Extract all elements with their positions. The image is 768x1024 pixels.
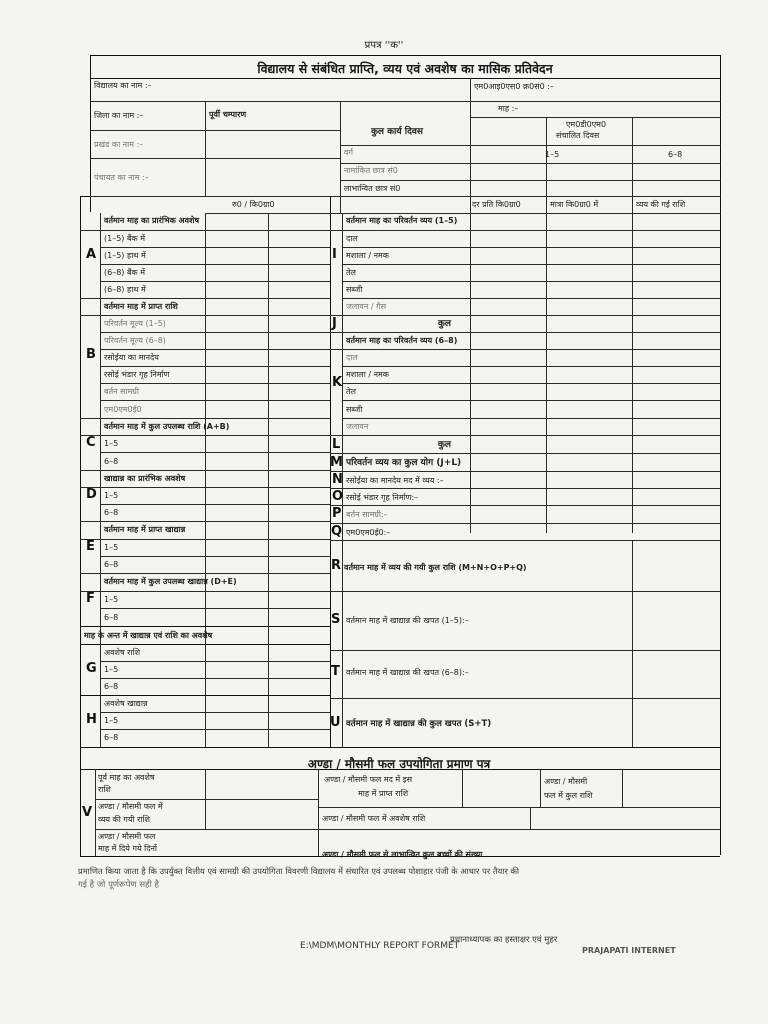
signature-label: प्रधानाध्यापक का हस्ताक्षर एवं मुहर bbox=[450, 935, 558, 945]
list-item: एम0एम0ई0 bbox=[104, 405, 142, 414]
panchayat-label: पंचायत का नाम :– bbox=[94, 173, 149, 182]
enrolled-label: नामांकित छात्र सं0 bbox=[344, 166, 398, 175]
section-r-label: वर्तमान माह में व्यय की गयी कुल राशि (M+N+O+P+Q) bbox=[344, 563, 527, 572]
received-label-1: अण्डा / मौसमी फल मद में इस bbox=[324, 775, 413, 784]
section-a-title: वर्तमान माह का प्रारंभिक अवशेष bbox=[104, 216, 200, 225]
mdm-days-label-1: एम0डी0एम0 bbox=[566, 120, 607, 129]
district-label: जिला का नाम :– bbox=[94, 111, 144, 120]
section-b-letter: B bbox=[86, 347, 96, 362]
section-f-title: वर्तमान माह में कुल उपलब्ध खाद्यान्न (D+E) bbox=[104, 577, 237, 586]
section-g-letter: G bbox=[86, 661, 97, 676]
list-item: मशाला / नमक bbox=[346, 251, 389, 260]
section-n-letter: N bbox=[332, 472, 343, 487]
district-value: पूर्वी चम्पारण bbox=[209, 110, 247, 119]
spent-label-1: अण्डा / मौसमी फल में bbox=[98, 802, 163, 811]
list-item: 1–5 bbox=[104, 439, 119, 448]
total-label-2: फल में कुल राशि bbox=[544, 791, 593, 800]
amount-spent: व्यय की गई राशि bbox=[636, 200, 686, 209]
section-n-label: रसोईया का मानदेय मद में व्यय :– bbox=[346, 476, 444, 485]
section-q-letter: Q bbox=[331, 524, 343, 539]
section-q-label: एम0एम0ई0:– bbox=[346, 528, 391, 537]
section-c-letter: C bbox=[86, 435, 96, 450]
section-j-label: कुल bbox=[438, 319, 452, 329]
list-item: 6–8 bbox=[104, 508, 119, 517]
section-u-letter: U bbox=[330, 715, 341, 730]
list-item: 6–8 bbox=[104, 560, 119, 569]
list-item: रसोई भंडार गृह निर्माण bbox=[104, 370, 170, 379]
list-item: तेल bbox=[346, 268, 356, 277]
list-item: दाल bbox=[346, 234, 358, 243]
list-item: सब्जी bbox=[346, 405, 363, 414]
section-l-letter: L bbox=[332, 437, 341, 452]
section-e-title: वर्तमान माह में प्राप्त खाद्यान्न bbox=[104, 525, 186, 534]
section-s-label: वर्तमान माह में खाद्यान्न की खपत (1–5):– bbox=[346, 616, 469, 625]
form-label: प्रपत्र ''क'' bbox=[364, 40, 404, 51]
section-h-title: अवशेष खाद्यान्न bbox=[104, 699, 148, 708]
balance-label: अण्डा / मौसमी फल में अवशेष राशि bbox=[322, 814, 426, 823]
rate-per-kg: दर प्रति कि0ग्रा0 bbox=[472, 200, 521, 209]
section-j-letter: J bbox=[332, 316, 337, 331]
list-item: 6–8 bbox=[104, 613, 119, 622]
section-d-title: खाद्यान्न का प्रारंभिक अवशेष bbox=[104, 474, 186, 483]
days-label-1: अण्डा / मौसमी फल bbox=[98, 832, 156, 841]
list-item: 1–5 bbox=[104, 665, 119, 674]
list-item: (1–5) बैंक में bbox=[104, 234, 146, 243]
section-s-letter: S bbox=[331, 612, 341, 627]
egg-section-title: अण्डा / मौसमी फल उपयोगिता प्रमाण पत्र bbox=[307, 757, 491, 771]
unit-rs-kg: रु0 / कि0ग्रा0 bbox=[232, 200, 275, 209]
spent-label-2: व्यय की गयी राशि bbox=[98, 815, 150, 824]
list-item: 6–8 bbox=[104, 457, 119, 466]
class-label: वर्ग bbox=[344, 148, 353, 157]
list-item: तेल bbox=[346, 387, 356, 396]
children-label: अण्डा / मौसमी फल से लाभान्वित कुल बच्चों की संख्या bbox=[322, 850, 483, 859]
section-r-letter: R bbox=[331, 558, 342, 573]
mdm-days-label-2: संचालित दिवस bbox=[556, 131, 600, 140]
section-h-letter: H bbox=[86, 712, 97, 727]
list-item: मशाला / नमक bbox=[346, 370, 389, 379]
list-item: परिवर्तन मूल्य (6–8) bbox=[104, 336, 166, 345]
section-l-label: कुल bbox=[438, 440, 452, 450]
section-b-title: वर्तमान माह में प्राप्त राशि bbox=[104, 302, 178, 311]
list-item: परिवर्तन मूल्य (1–5) bbox=[104, 319, 166, 328]
list-item: बर्तन सामग्री bbox=[104, 387, 139, 396]
total-label-1: अण्डा / मौसमी bbox=[544, 777, 588, 786]
school-name-label: विद्यालय का नाम :– bbox=[94, 81, 152, 90]
section-o-label: रसोई भंडार गृह निर्माण:– bbox=[346, 493, 419, 502]
file-path: E:\MDM\MONTHLY REPORT FORMET bbox=[300, 941, 460, 951]
total-work-days-label: कुल कार्य दिवस bbox=[371, 127, 423, 137]
section-t-letter: T bbox=[331, 664, 340, 679]
certification-line-2: गई है जो पूर्णरूपेण सही है bbox=[78, 880, 160, 890]
list-item: 1–5 bbox=[104, 595, 119, 604]
month-end-title: माह के अन्त में खाद्यान्न एवं राशि का अवशेष bbox=[84, 631, 213, 640]
list-item: जलावन / गैस bbox=[346, 302, 387, 311]
list-item: (6–8) हाथ में bbox=[104, 285, 146, 294]
prev-balance-label-2: राशि bbox=[98, 785, 111, 794]
list-item: सब्जी bbox=[346, 285, 363, 294]
list-item: जलावन bbox=[346, 422, 369, 431]
list-item: 1–5 bbox=[104, 543, 119, 552]
shop-stamp: PRAJAPATI INTERNET bbox=[582, 946, 676, 955]
section-e-letter: E bbox=[86, 539, 95, 554]
prev-balance-label-1: पूर्व माह का अवशेष bbox=[98, 773, 155, 782]
section-p-label: बर्तन सामग्री:– bbox=[346, 510, 388, 519]
section-k-title: वर्तमान माह का परिवर्तन व्यय (6–8) bbox=[346, 336, 458, 345]
certification-line-1: प्रमाणित किया जाता है कि उपर्युक्त वित्तीय एवं सामग्री की उपयोगिता विवरणी विद्यालय में संधारित एवं उपलब्ध पोशाहार पंजी के आधार पर तैयार की bbox=[78, 866, 520, 876]
beneficiary-label: लाभान्वित छात्र सं0 bbox=[344, 184, 401, 193]
list-item: (1–5) हाथ में bbox=[104, 251, 146, 260]
section-d-letter: D bbox=[86, 487, 97, 502]
days-label-2: माह में दिये गये दिनों bbox=[98, 844, 157, 853]
list-item: 6–8 bbox=[104, 682, 119, 691]
section-k-letter: K bbox=[332, 375, 343, 390]
section-o-letter: O bbox=[332, 489, 344, 504]
section-v-letter: V bbox=[82, 805, 93, 820]
mdm-code-label: एम0आइ0एस0 क्र0सं0 :– bbox=[474, 82, 554, 91]
list-item: 1–5 bbox=[104, 491, 119, 500]
section-a-letter: A bbox=[86, 247, 97, 262]
qty-kg: मात्रा कि0ग्रा0 में bbox=[550, 200, 599, 209]
received-label-2: माह में प्राप्त राशि bbox=[358, 789, 409, 798]
section-i-letter: I bbox=[332, 247, 337, 262]
list-item: दाल bbox=[346, 353, 358, 362]
list-item: (6–8) बैंक में bbox=[104, 268, 146, 277]
class-6-8: 6–8 bbox=[668, 150, 683, 159]
section-f-letter: F bbox=[86, 591, 95, 606]
section-u-label: वर्तमान माह में खाद्यान्न की कुल खपत (S+T) bbox=[346, 719, 492, 729]
section-m-label: परिवर्तन व्यय का कुल योग (J+L) bbox=[346, 458, 462, 468]
section-i-title: वर्तमान माह का परिवर्तन व्यय (1–5) bbox=[346, 216, 458, 225]
section-g-title: अवशेष राशि bbox=[104, 648, 141, 657]
section-t-label: वर्तमान माह में खाद्यान्न की खपत (6–8):– bbox=[346, 668, 469, 677]
section-m-letter: M bbox=[330, 455, 343, 470]
block-label: प्रखंड का नाम :– bbox=[94, 140, 144, 149]
section-c-title: वर्तमान माह में कुल उपलब्ध राशि (A+B) bbox=[104, 422, 230, 431]
list-item: 1–5 bbox=[104, 716, 119, 725]
list-item: 6–8 bbox=[104, 733, 119, 742]
page-title: विद्यालय से संबंधित प्राप्ति, व्यय एवं अवशेष का मासिक प्रतिवेदन bbox=[257, 61, 553, 76]
class-1-5: 1–5 bbox=[545, 150, 560, 159]
month-label: माह :– bbox=[498, 104, 519, 113]
list-item: रसोईया का मानदेय bbox=[104, 353, 159, 362]
section-p-letter: P bbox=[332, 506, 342, 521]
